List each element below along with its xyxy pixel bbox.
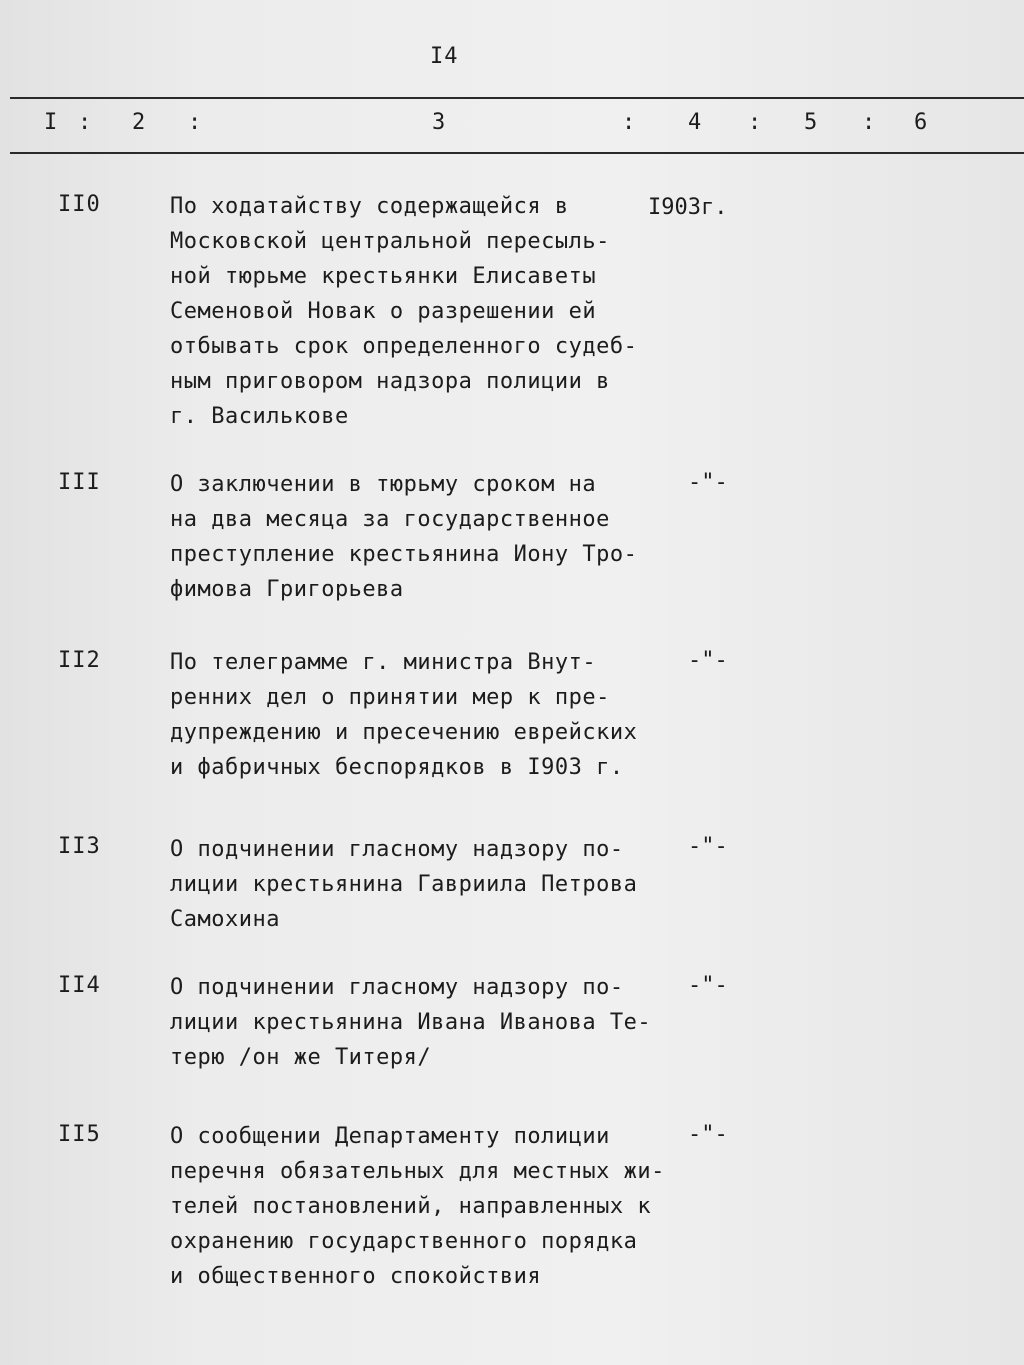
column-header-6: 6 <box>914 110 928 135</box>
entry-date: I903г. <box>648 195 728 220</box>
entry-date: -"- <box>688 834 728 859</box>
entry-number: II5 <box>58 1122 101 1147</box>
entry-date: -"- <box>688 1122 728 1147</box>
column-header-5: 5 <box>804 110 818 135</box>
column-separator: : <box>748 110 762 135</box>
column-separator: : <box>78 110 92 135</box>
entry-title: По ходатайству содержащейся в Московской центральной пересыль- ной тюрьме крестьянки Елисаветы Семеновой Новак о разрешении ей отбывать срок определенного судеб- ным приговором надзора полиции в г. Василькове <box>170 194 638 429</box>
entry-number: III <box>58 470 101 495</box>
page-number: I4 <box>430 44 459 69</box>
column-header-4: 4 <box>688 110 702 135</box>
entry-date: -"- <box>688 470 728 495</box>
entry-number: II4 <box>58 973 101 998</box>
entry-title: По телеграмме г. министра Внут- ренних дел о принятии мер к пре- дупреждению и пресечению еврейских и фабричных беспорядков в I903 г. <box>170 650 638 780</box>
entry-title: О подчинении гласному надзору по- лиции крестьянина Ивана Иванова Те- терю /он же Титеря/ <box>170 975 652 1070</box>
column-header-1: I <box>44 110 58 135</box>
column-header-2: 2 <box>132 110 146 135</box>
entry-title: О подчинении гласному надзору по- лиции крестьянина Гавриила Петрова Самохина <box>170 837 638 932</box>
entry-date: -"- <box>688 648 728 673</box>
entry-date: -"- <box>688 973 728 998</box>
entry-number: II3 <box>58 834 101 859</box>
column-separator: : <box>622 110 636 135</box>
column-separator: : <box>862 110 876 135</box>
entry-title: О сообщении Департаменту полиции перечня обязательных для местных жи- телей постановлений, направленных к охранению государственного порядка и общественного спокойствия <box>170 1124 665 1289</box>
column-header-3: 3 <box>432 110 446 135</box>
column-separator: : <box>188 110 202 135</box>
entry-number: II2 <box>58 648 101 673</box>
entry-title: О заключении в тюрьму сроком на на два месяца за государственное преступление крестьянина Иону Тро- фимова Григорьева <box>170 472 638 602</box>
header-top-rule <box>10 97 1024 99</box>
header-bottom-rule <box>10 152 1024 154</box>
entry-number: II0 <box>58 192 101 217</box>
